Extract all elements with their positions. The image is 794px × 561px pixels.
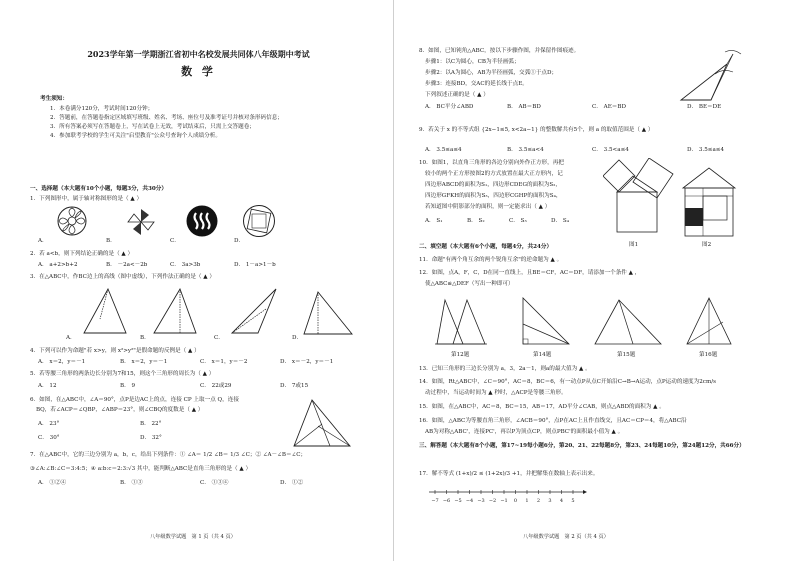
question-17: 17．解不等式 (1+x)/2 ≤ (1+2x)/3 +1，并把解集在数轴上表示出来。 [419, 471, 599, 477]
q4-option-c: C． x＝1，y＝－2 [200, 359, 248, 365]
q12-figure-label: 第12题 [451, 352, 470, 358]
question-3: 3．在△ABC中，作BC边上的高线（图中虚线），下列作法正确的是（ ▲ ） [30, 274, 215, 280]
question-14-line-2: 动过程中，当运动时间为 ▲ 秒时，△ACP是等腰三角形。 [425, 390, 567, 396]
number-line-label: −4 [465, 498, 474, 504]
q6-option-a: A． 23° [38, 421, 60, 427]
question-1: 1．下列图形中，属于轴对称图形的是（ ▲ ） [30, 196, 143, 202]
q1-option-d: D． [234, 238, 245, 244]
number-line-label: 0 [513, 498, 518, 504]
q5-option-b: B． 9 [120, 383, 136, 389]
number-line-label: 5 [571, 498, 575, 504]
q5-option-d: D． 7或15 [280, 383, 309, 389]
q2-option-a: A． a+2>b+2 [38, 262, 78, 268]
q3-option-b-figure [150, 287, 200, 337]
q4-option-b: B． x＝2，y＝－1 [120, 359, 168, 365]
q10-option-d: D． S₄ [551, 218, 569, 224]
q1-option-a: A． [38, 238, 48, 244]
question-16-line-2: AB为对称△ABC'，连接PC'，再以P为顶点CP，则点PBC'的面积最小值为 ▲ 。 [425, 429, 624, 435]
q7-option-b: B． ①③ [120, 480, 143, 486]
q16-figure-label: 第16题 [699, 352, 718, 358]
q10-option-b: B． S₂ [467, 218, 485, 224]
notice-item: 3．所有答案必须写在答题卷上，写在试卷上无效，考试结束后，只需上交答题卷； [50, 124, 255, 130]
q10-figure-1 [603, 158, 679, 238]
q3-option-c-figure [226, 287, 281, 337]
q12-figure [433, 296, 489, 348]
q2-option-b: B． －2a<－2b [106, 262, 148, 268]
page-divider [393, 0, 394, 561]
question-11: 11．命题"有两个角互余的两个锐角互余"的逆命题为 ▲ 。 [419, 257, 563, 263]
q10-option-c: C． S₃ [509, 218, 527, 224]
notice-item: 2．答题前，在答题卷指定区域填写班级、姓名、考场、座位号及准考证号并核对条形码信息； [50, 115, 283, 121]
notice-item: 1．本卷满分120分，考试时间120分钟； [50, 106, 154, 112]
question-10-line-2: 较小的两个正方形按图2的方式放置在最大正方形内，记 [425, 171, 563, 177]
number-line-label: −6 [442, 498, 451, 504]
section-2-heading: 二、填空题（本大题有6个小题，每题4分，共24分） [419, 244, 553, 250]
question-6-line-1: 6．如图，在△ABC中，∠A＝90°，点P是边AC上的点，连接 CP 上取一点 Q，连接 [30, 397, 239, 403]
number-line-label: 4 [559, 498, 564, 504]
question-12-line-2: 使△ABC≌△DEF（写出一种即可） [425, 281, 514, 287]
q8-option-d: D． BE＝DE [687, 104, 722, 110]
notice-item: 4．参加联考学校的学生可关注"启望教育"公众号查询个人成绩分析。 [50, 133, 221, 139]
q8-option-c: C． AE＝BD [592, 104, 626, 110]
question-12-line-1: 12．如图，点A，F，C，D在同一直线上，且BE＝CF，AC＝DF，请添加一个条件 ▲ ， [419, 270, 641, 276]
q8-step-1: 步骤1：以C为圆心，CB为半径画弧； [425, 59, 520, 65]
q16-figure [679, 294, 739, 350]
number-line-label: −3 [477, 498, 485, 504]
number-line-label: 3 [548, 498, 552, 504]
subject-title: 数 学 [181, 65, 216, 78]
q1-option-a-figure [56, 205, 88, 237]
number-line-label: −7 [431, 498, 439, 504]
q8-step-2: 步骤2：以A为圆心，AB为半径画弧，交弧①于点D； [425, 70, 558, 76]
question-13: 13．已知三角形的三边长分别为 a，3，2a－1，则a的最大值为 ▲ 。 [419, 366, 591, 372]
q7-option-a: A． ①②④ [38, 480, 67, 486]
q8-ask: 下列叙述正确的是（ ▲ ） [425, 92, 489, 98]
number-line-label: −1 [500, 498, 508, 504]
q10-option-a: A． S₁ [425, 218, 443, 224]
question-4: 4．下列可以作为命题"若 x>y，则 x²>y²"是假命题的反例是（ ▲ ） [30, 348, 200, 354]
section-3-heading: 三、解答题（本大题有8个小题，第17~19每小题6分，第20、21、22每题8分，第23、24每题10分，第24题12分，共66分） [419, 443, 745, 449]
q3-option-d-figure [300, 290, 355, 338]
question-6-line-2: BQ，若∠ACP＝∠QBP，∠ABP＝23°，则∠CBQ的度数是（ ▲ ） [36, 407, 204, 413]
q9-option-b: B． 3.5≤a<4 [507, 147, 544, 153]
q3-option-d: D． [292, 335, 303, 341]
number-line-label: 1 [525, 498, 529, 504]
q6-figure [290, 398, 354, 450]
page-right [397, 0, 794, 561]
q9-option-a: A． 3.5≤a≤4 [425, 147, 462, 153]
q5-option-a: A． 12 [38, 383, 57, 389]
q7-option-d: D． ①② [280, 480, 304, 486]
q8-step-3: 步骤3：连接BD，交AC的延长线于点E。 [425, 81, 528, 87]
question-8: 8．如图，已知钝角△ABC，按以下步骤作图，并保留作图痕迹。 [419, 48, 580, 54]
q1-option-b: B． [106, 238, 116, 244]
question-16-line-1: 16．如图，△ABC为等腰直角三角形，∠ACB＝90°，点P在AC上且作直线交，且AC＝CP＝4，将△ABC沿 [419, 418, 687, 424]
q10-figure-1-label: 图1 [629, 242, 639, 248]
notice-heading: 考生须知： [40, 96, 68, 102]
q6-option-d: D． 32° [140, 435, 162, 441]
q15-figure [593, 296, 663, 348]
q9-option-c: C． 3.5<a≤4 [592, 147, 629, 153]
question-5: 5．若等腰三角形的两条边长分别为7和15，则这个三角形的周长为（ ▲ ） [30, 371, 215, 377]
q6-option-b: B． 22° [140, 421, 162, 427]
q6-option-c: C． 30° [38, 435, 60, 441]
question-10-line-5: 若知道图中阴影部分的面积，则一定能求出（ ▲ ） [425, 204, 551, 210]
q8-figure [675, 46, 745, 104]
question-10-line-4: 四边形GFKH的面积为S₃，四边形CGHP的面积为S₄， [425, 193, 562, 199]
number-line [427, 487, 587, 505]
question-15: 15．如图，在△ABC中，AC＝8，BC＝15，AB＝17，AD平分∠CAB，则点△ABD的面积为 ▲ 。 [419, 404, 665, 410]
q8-option-b: B． AB＝BD [507, 104, 541, 110]
exam-title: 2023学年第一学期浙江省初中名校发展共同体八年级期中考试 [87, 49, 310, 59]
question-10-line-3: 四边形ABCD的面积为S₁，四边形CDEG的面积为S₂， [425, 182, 561, 188]
section-1-heading: 一、选择题（本大题有10个小题，每题3分，共30分） [30, 186, 167, 192]
q14-figure-label: 第14题 [533, 352, 552, 358]
q14-figure [517, 294, 573, 348]
q3-option-a-figure [80, 287, 130, 337]
q10-figure-2 [681, 166, 737, 238]
q2-option-d: D． 1－a>1－b [234, 262, 276, 268]
q4-option-d: D． x＝－2，y＝－1 [280, 359, 334, 365]
q9-option-d: D． 3.5≤a≤4 [687, 147, 725, 153]
question-7-line-2: ③∠A:∠B:∠C＝3:4:5；④ a:b:c＝2:3:√3 其中，能判断△ABC是直角三角形的是（ ▲ ） [30, 466, 252, 472]
q3-option-c: C． [214, 335, 224, 341]
q1-option-c-figure [185, 204, 219, 238]
question-7-line-1: 7．在△ABC中，它的三边分别为 a，b，c，给出下列条件：① ∠A＝ 1/2 ∠B＝ 1/3 ∠C；② ∠A－∠B＝∠C； [30, 452, 307, 458]
question-14-line-1: 14．如图，Rt△ABC中，∠C＝90°，AC＝8，BC＝6，有一动点P从点C开始沿C→B→A运动，点P运动的速度为2cm/s [419, 379, 716, 385]
q3-option-a: A． [66, 335, 76, 341]
q4-option-a: A． x＝2，y＝－1 [38, 359, 86, 365]
page-footer-right: 八年级数学试题 第 2 页（共 4 页） [523, 534, 609, 541]
q1-option-b-figure [125, 207, 157, 237]
q2-option-c: C． 3a>3b [170, 262, 201, 268]
number-line-label: −5 [454, 498, 462, 504]
page-footer-left: 八年级数学试题 第 1 页（共 4 页） [150, 534, 236, 541]
q7-option-c: C． ①③④ [200, 480, 229, 486]
question-9: 9．若关于 x 的不等式组 {2x−1≤5, x<2a−1} 的整数解共有5个，则 a 的取值范围是（ ▲ ） [419, 127, 654, 133]
q5-option-c: C． 22或29 [200, 383, 232, 389]
question-10-line-1: 10．如图1，以直角三角形的各边分别向外作正方形，再把 [419, 160, 564, 166]
q1-option-c: C． [170, 238, 180, 244]
number-line-label: −2 [488, 498, 497, 504]
q15-figure-label: 第15题 [617, 352, 636, 358]
q10-figure-2-label: 图2 [702, 242, 712, 248]
question-2: 2．若 a<b，则下列结论正确的是（ ▲ ） [30, 251, 134, 257]
number-line-label: 2 [536, 498, 541, 504]
q8-option-a: A． BC平分∠ABD [425, 104, 474, 110]
q1-option-d-figure [242, 204, 276, 238]
q3-option-b: B． [140, 335, 150, 341]
